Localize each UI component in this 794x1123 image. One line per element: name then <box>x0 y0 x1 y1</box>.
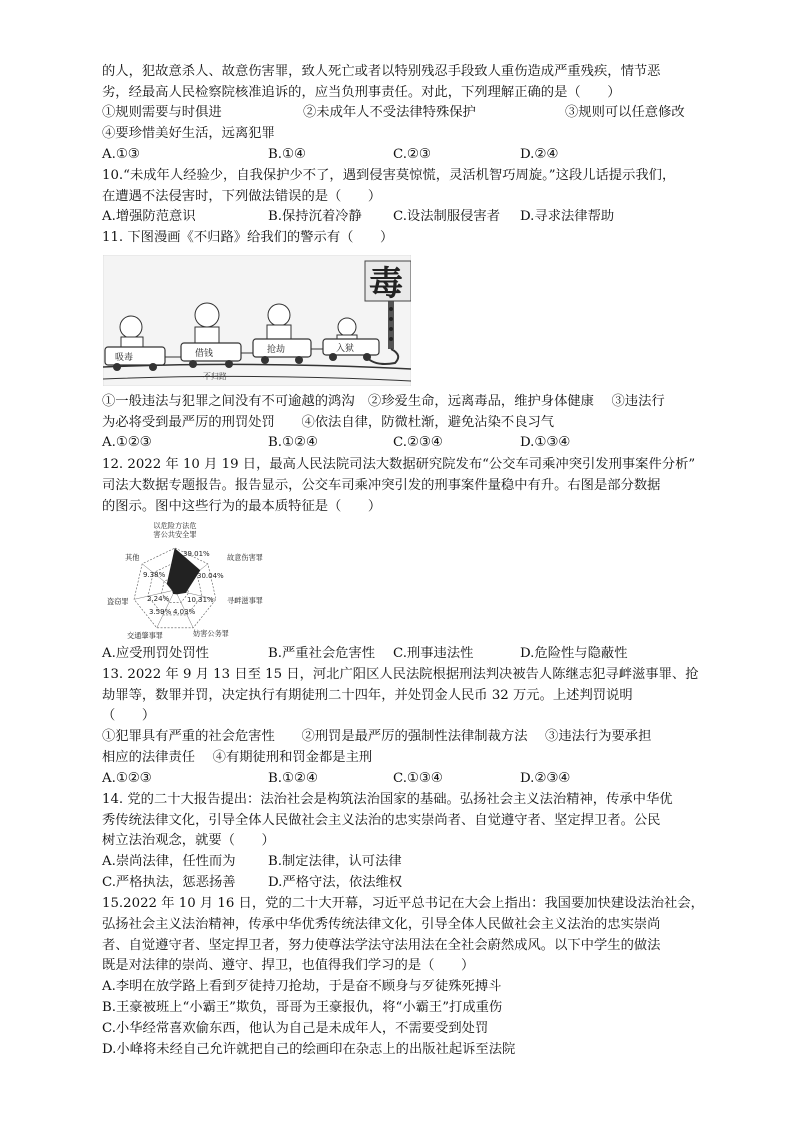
q11-option-c[interactable]: C.②③④ <box>393 435 443 450</box>
q13-statements-line: 相应的法律责任 ④有期徒刑和罚金都是主刑 <box>102 750 373 765</box>
q13-stem-line: （ ） <box>102 708 156 723</box>
q13-stem-line: 劫罪等，数罪并罚，决定执行有期徒刑二十四年，并处罚金人民币 32 万元。上述判罚说明 <box>102 688 633 703</box>
q9-statement: ③规则可以任意修改 <box>565 105 685 120</box>
radar-value-label: 4.03% <box>173 608 196 616</box>
q9-statement: ①规则需要与时俱进 <box>102 105 222 120</box>
q9-stem-line: 的人，犯故意杀人、故意伤害罪，致人死亡或者以特别残忍手段致人重伤造成严重残疾，情节恶 <box>102 64 661 79</box>
q15-option-d[interactable]: D.小峰将未经自己允许就把自己的绘画印在杂志上的出版社起诉至法院 <box>102 1042 516 1057</box>
radar-category-label: 妨害公务罪 <box>193 629 229 638</box>
q10-stem-line: 10.“未成年人经验少，自我保护少不了，遇到侵害莫惊慌，灵活机智巧周旋。”这段儿话提示我们， <box>102 168 676 183</box>
radar-value-label: 9.38% <box>143 571 166 579</box>
cart-label: 借钱 <box>195 349 214 359</box>
radar-value-label: 2.24% <box>147 595 170 603</box>
q9-statement: ②未成年人不受法律特殊保护 <box>303 105 476 120</box>
cart-label: 入狱 <box>336 344 355 354</box>
q14-option-b[interactable]: B.制定法律，认可法律 <box>268 854 402 869</box>
radar-category-label: 盗窃罪 <box>107 597 129 606</box>
radar-category-label: 交通肇事罪 <box>127 631 163 640</box>
q14-stem-line: 秀传统法律文化，引导全体人民做社会主义法治的忠实崇尚者、自觉遵守者、坚定捍卫者。公民 <box>102 813 661 828</box>
q9-option-c[interactable]: C.②③ <box>393 147 431 162</box>
q15-option-a[interactable]: A.李明在放学路上看到歹徒持刀抢劫，于是奋不顾身与歹徒殊死搏斗 <box>102 979 502 994</box>
q15-stem-line: 既是对法律的崇尚、遵守、捍卫，也值得我们学习的是（ ） <box>102 958 475 973</box>
radar-value-label: 39.01% <box>183 550 210 558</box>
q15-stem-line: 15.2022 年 10 月 16 日，党的二十大开幕，习近平总书记在大会上指出：我国要加快建设法治社会， <box>102 896 704 911</box>
q11-statements-line: 为必将受到最严厉的刑罚处罚 ④依法自律，防微杜渐，避免沾染不良习气 <box>102 415 555 430</box>
q9-stem-line: 劣，经最高人民检察院核准追诉的，应当负刑事责任。对此，下列理解正确的是（ ） <box>102 85 621 100</box>
cartoon-image <box>103 255 411 386</box>
q10-option-b[interactable]: B.保持沉着冷静 <box>268 209 362 224</box>
q14-stem-line: 14. 党的二十大报告提出：法治社会是构筑法治国家的基础。弘扬社会主义法治精神，传承中华优 <box>102 792 673 807</box>
poison-sign <box>365 261 411 304</box>
q12-option-c[interactable]: C.刑事违法性 <box>393 646 474 661</box>
q11-statements-line: ①一般违法与犯罪之间没有不可逾越的鸿沟 ②珍爱生命，远离毒品，维护身体健康 ③违法行 <box>102 394 665 409</box>
q14-option-d[interactable]: D.严格守法，依法维权 <box>268 875 403 890</box>
q10-option-d[interactable]: D.寻求法律帮助 <box>520 209 615 224</box>
radar-category-label: 故意伤害罪 <box>227 553 263 562</box>
q15-stem-line: 者、自觉遵守者、坚定捍卫者，努力使尊法学法守法用法在全社会蔚然成风。以下中学生的做法 <box>102 938 661 953</box>
q13-option-a[interactable]: A.①②③ <box>102 771 152 786</box>
radar-category-label: 寻衅滋事罪 <box>227 596 263 605</box>
q11-stem: 11. 下图漫画《不归路》给我们的警示有（ ） <box>102 230 394 245</box>
radar-category-label: 害公共安全罪 <box>153 530 197 539</box>
q12-stem-line: 司法大数据专题报告。报告显示，公交车司乘冲突引发的刑事案件量稳中有升。右图是部分数据 <box>102 478 661 493</box>
cart-label: 抢劫 <box>267 345 286 355</box>
q15-option-b[interactable]: B.王豪被班上“小霸王”欺负，哥哥为王豪报仇，将“小霸王”打成重伤 <box>102 1000 503 1015</box>
q9-statement: ④要珍惜美好生活，远离犯罪 <box>102 126 275 141</box>
road-label: 不归路 <box>203 372 227 381</box>
q12-option-d[interactable]: D.危险性与隐蔽性 <box>520 646 628 661</box>
q13-option-c[interactable]: C.①③④ <box>393 771 443 786</box>
q9-option-d[interactable]: D.②④ <box>520 147 559 162</box>
q13-statements-line: ①犯罪具有严重的社会危害性 ②刑罚是最严厉的强制性法律制裁方法 ③违法行为要承担 <box>102 729 652 744</box>
q14-option-c[interactable]: C.严格执法，惩恶扬善 <box>102 875 236 890</box>
q9-option-a[interactable]: A.①③ <box>102 147 140 162</box>
q11-option-a[interactable]: A.①②③ <box>102 435 152 450</box>
q12-option-a[interactable]: A.应受刑罚处罚性 <box>102 646 209 661</box>
q14-option-a[interactable]: A.崇尚法律，任性而为 <box>102 854 236 869</box>
radar-value-label: 10.31% <box>187 596 214 604</box>
q13-option-d[interactable]: D.②③④ <box>520 771 571 786</box>
radar-value-label: 3.59% <box>149 608 172 616</box>
q14-stem-line: 树立法治观念，就要（ ） <box>102 833 275 848</box>
q12-option-b[interactable]: B.严重社会危害性 <box>268 646 376 661</box>
q13-option-b[interactable]: B.①②④ <box>268 771 318 786</box>
poison-sign-text: 毒 <box>369 264 403 304</box>
q10-option-c[interactable]: C.设法制服侵害者 <box>393 209 501 224</box>
q12-stem-line: 12. 2022 年 10 月 19 日，最高人民法院司法大数据研究院发布“公交车司乘冲突引发刑事案件分析” <box>102 457 696 472</box>
radar-category-label: 以危险方法危 <box>153 522 197 530</box>
radar-chart <box>103 522 273 644</box>
radar-category-label: 其他 <box>125 553 140 562</box>
cart-label: 吸毒 <box>115 353 134 363</box>
q15-option-c[interactable]: C.小华经常喜欢偷东西，他认为自己是未成年人，不需要受到处罚 <box>102 1021 489 1036</box>
q12-stem-line: 的图示。图中这些行为的最本质特征是（ ） <box>102 499 382 514</box>
q11-option-d[interactable]: D.①③④ <box>520 435 571 450</box>
q9-option-b[interactable]: B.①④ <box>268 147 306 162</box>
q10-stem-line: 在遭遇不法侵害时，下列做法错误的是（ ） <box>102 189 382 204</box>
q10-option-a[interactable]: A.增强防范意识 <box>102 209 196 224</box>
q15-stem-line: 弘扬社会主义法治精神，传承中华优秀传统法律文化，引导全体人民做社会主义法治的忠实崇尚 <box>102 917 661 932</box>
q13-stem-line: 13. 2022 年 9 月 13 日至 15 日，河北广阳区人民法院根据刑法判决被告人陈继志犯寻衅滋事罪、抢 <box>102 667 699 682</box>
radar-value-label: 30.04% <box>197 572 224 580</box>
q11-option-b[interactable]: B.①②④ <box>268 435 318 450</box>
